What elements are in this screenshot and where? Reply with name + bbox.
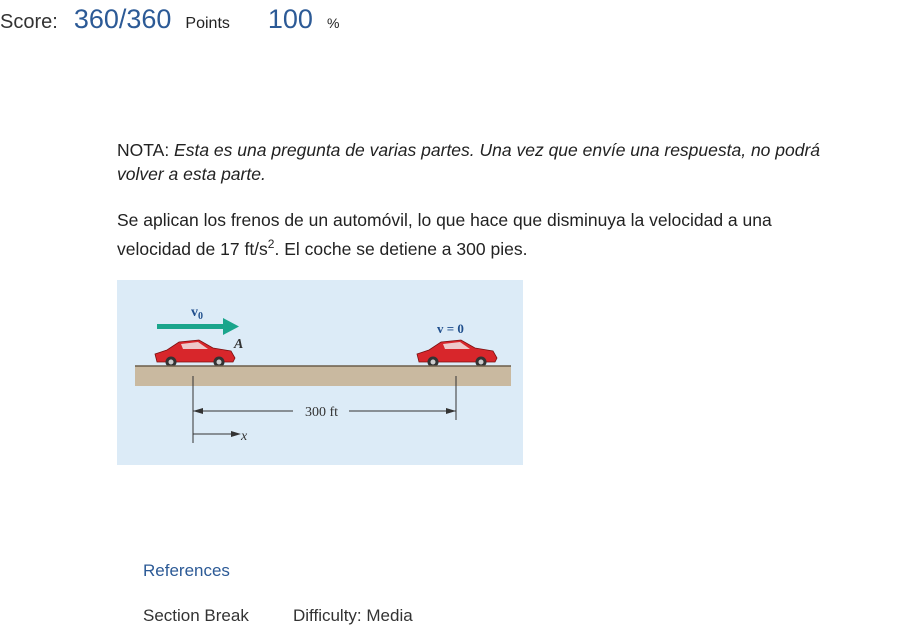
question-note [117,138,915,186]
percent-sign: % [326,15,340,31]
problem-exponent: 2 [267,237,275,252]
v-end-label: v = 0 [437,321,464,336]
problem-line2a: velocidad de 17 ft/s [117,239,268,259]
score-value: 360/360 [73,4,172,34]
note-prefix: NOTA: [117,140,175,160]
car-a [155,340,235,368]
references-link[interactable]: References [143,561,230,580]
note-text-line1: Esta es una pregunta de varias partes. Una vez que envíe una respuesta, no podrá [174,140,821,160]
section-meta [143,606,413,626]
distance-label: 300 ft [305,405,339,420]
question-content [117,138,915,264]
points-label: Points [185,15,230,32]
score-label: Score: [0,11,58,33]
road [135,366,511,386]
v0-label: $v_0$ [191,305,203,322]
car-braking-diagram [117,280,523,465]
problem-line1: Se aplican los frenos de un automóvil, lo que hace que disminuya la velocidad a una [117,210,772,230]
problem-figure [117,280,523,465]
x-axis-label: x [241,429,248,444]
note-text-line2: volver a esta parte. [117,164,266,184]
percent-value: 100 [267,4,313,34]
point-a-label: A [234,337,244,352]
problem-statement [117,206,915,264]
difficulty-label: Difficulty: Media [293,606,413,625]
section-break-label: Section Break [143,606,249,625]
score-bar [0,4,339,44]
problem-line2b: . El coche se detiene a 300 pies. [274,239,528,259]
car-stopped [417,340,497,368]
